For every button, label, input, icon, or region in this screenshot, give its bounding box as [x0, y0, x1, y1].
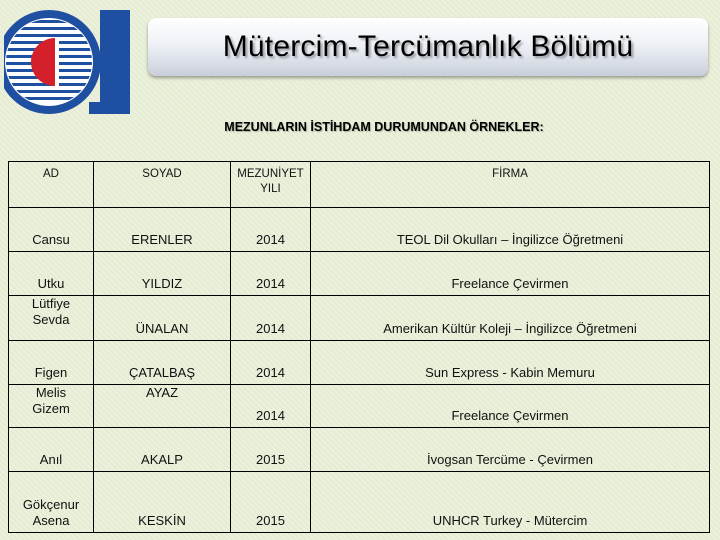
page-title: Mütercim-Tercümanlık Bölümü	[222, 30, 634, 63]
table-row	[9, 208, 710, 252]
header-mezuniyet-yili: MEZUNİYET YILI	[231, 162, 311, 208]
cell-soyad: ERENLER	[94, 208, 231, 252]
section-subtitle: MEZUNLARIN İSTİHDAM DURUMUNDAN ÖRNEKLER:	[224, 120, 544, 134]
cell-soyad: AYAZ	[94, 385, 231, 428]
graduates-table	[8, 161, 710, 533]
cell-ad: Melis Gizem	[9, 385, 94, 428]
table-row	[9, 341, 710, 385]
table-row	[9, 428, 710, 472]
cell-yil: 2015	[231, 428, 311, 472]
cell-soyad: YILDIZ	[94, 252, 231, 296]
cell-firma: İvogsan Tercüme - Çevirmen	[311, 428, 710, 472]
cell-soyad: ÜNALAN	[94, 296, 231, 341]
cell-soyad: ÇATALBAŞ	[94, 341, 231, 385]
cell-ad: Gökçenur Asena	[9, 472, 94, 533]
cell-firma: Amerikan Kültür Koleji – İngilizce Öğretmeni	[311, 296, 710, 341]
cell-ad: Anıl	[9, 428, 94, 472]
university-logo	[4, 2, 138, 120]
cell-ad: Utku	[9, 252, 94, 296]
cell-firma: UNHCR Turkey - Mütercim	[311, 472, 710, 533]
cell-firma: Freelance Çevirmen	[311, 385, 710, 428]
cell-yil: 2014	[231, 208, 311, 252]
cell-ad: Figen	[9, 341, 94, 385]
cell-yil: 2015	[231, 472, 311, 533]
cell-soyad: KESKİN	[94, 472, 231, 533]
header-soyad: SOYAD	[94, 162, 231, 208]
university-logo-icon	[4, 2, 138, 120]
cell-yil: 2014	[231, 341, 311, 385]
cell-soyad: AKALP	[94, 428, 231, 472]
cell-yil: 2014	[231, 385, 311, 428]
cell-yil: 2014	[231, 296, 311, 341]
table-row	[9, 296, 710, 341]
cell-firma: TEOL Dil Okulları – İngilizce Öğretmeni	[311, 208, 710, 252]
cell-firma: Freelance Çevirmen	[311, 252, 710, 296]
table-row	[9, 472, 710, 533]
cell-firma: Sun Express - Kabin Memuru	[311, 341, 710, 385]
table-row	[9, 252, 710, 296]
header-firma: FİRMA	[311, 162, 710, 208]
cell-ad: Cansu	[9, 208, 94, 252]
header-ad: AD	[9, 162, 94, 208]
table-header-row	[9, 162, 710, 208]
table-row	[9, 385, 710, 428]
cell-yil: 2014	[231, 252, 311, 296]
title-banner	[148, 18, 708, 76]
cell-ad: Lütfiye Sevda	[9, 296, 94, 341]
